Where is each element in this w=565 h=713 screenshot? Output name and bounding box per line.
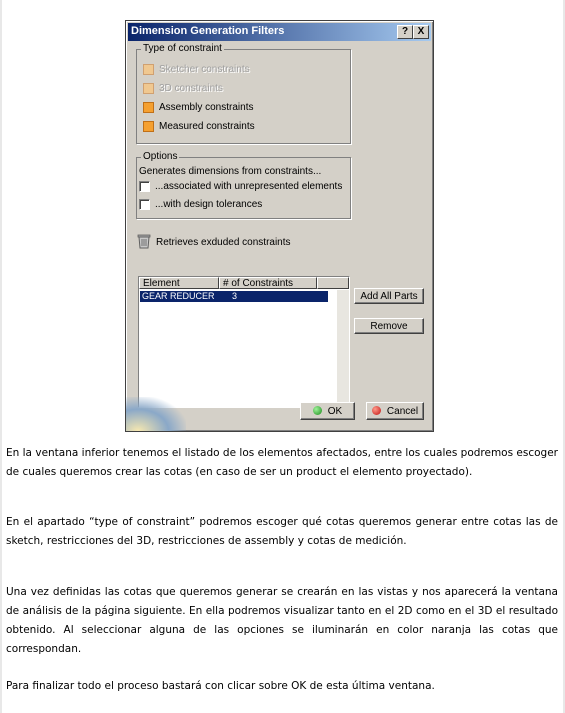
column-header-element[interactable]: Element — [139, 277, 219, 289]
table-header — [139, 277, 349, 290]
measured-constraints-option[interactable] — [143, 121, 255, 132]
unrepresented-elements-label[interactable]: ...associated with unrepresented elements — [155, 181, 343, 192]
elements-table[interactable] — [138, 276, 350, 408]
column-header-filler — [317, 277, 349, 289]
cancel-icon — [372, 406, 381, 415]
close-button[interactable]: X — [413, 25, 429, 39]
add-all-parts-button[interactable]: Add All Parts — [354, 288, 424, 304]
cancel-label: Cancel — [386, 406, 419, 417]
ok-button[interactable] — [300, 402, 355, 420]
corner-decoration — [126, 397, 186, 431]
column-header-constraints[interactable]: # of Constraints — [219, 277, 317, 289]
assembly-constraints-checkbox[interactable] — [143, 102, 154, 113]
sketcher-constraints-option — [143, 64, 250, 75]
paragraph-2: En el apartado “type of constraint” podremos escoger qué cotas queremos generar entre cotas las de sketch, restricciones del 3D, restricciones de assembly y cotas de medición. — [6, 516, 558, 547]
unrepresented-elements-checkbox[interactable] — [139, 181, 150, 192]
measured-constraints-checkbox[interactable] — [143, 121, 154, 132]
row-count-cell: 3 — [232, 291, 238, 301]
remove-button[interactable]: Remove — [354, 318, 424, 334]
ok-icon — [313, 406, 322, 415]
type-of-constraint-group — [136, 43, 351, 144]
table-row[interactable] — [140, 291, 328, 302]
cancel-button[interactable] — [366, 402, 424, 420]
sketcher-constraints-label: Sketcher constraints — [159, 64, 250, 75]
options-legend: Options — [143, 151, 178, 162]
document-page — [2, 0, 563, 713]
retrieve-excluded-label[interactable]: Retrieves exduded constraints — [156, 237, 291, 248]
paragraph-3: Una vez definidas las cotas que queremos generar se crearán en las vistas y nos aparecerá la ventana de análisis de la página siguiente. En ella podremos visualizar tanto en el 2D como en el 3D el resultado obtenido. Al seleccionar alguna de las opciones se iluminarán en color naranja las cotas que correspondan. — [6, 586, 558, 655]
dimension-generation-filters-dialog — [125, 20, 434, 432]
paragraph-1: En la ventana inferior tenemos el listado de los elementos afectados, entre los cuales podremos escoger de cuales queremos crear las cotas (en caso de ser un product el elemento proyectado). — [6, 447, 558, 478]
sketcher-constraints-checkbox — [143, 64, 154, 75]
table-scrollbar[interactable] — [337, 290, 349, 407]
3d-constraints-checkbox — [143, 83, 154, 94]
assembly-constraints-option[interactable] — [143, 102, 253, 113]
design-tolerances-option[interactable] — [139, 199, 262, 210]
dialog-titlebar — [128, 23, 431, 41]
design-tolerances-label[interactable]: ...with design tolerances — [155, 199, 263, 210]
options-group — [136, 151, 351, 219]
design-tolerances-checkbox[interactable] — [139, 199, 150, 210]
options-subtitle: Generates dimensions from constraints... — [139, 166, 322, 177]
ok-label: OK — [327, 406, 343, 417]
measured-constraints-label[interactable]: Measured constraints — [159, 121, 255, 132]
recycle-bin-icon[interactable] — [136, 233, 152, 252]
paragraph-4: Para finalizar todo el proceso bastará con clicar sobre OK de esta última ventana. — [6, 680, 435, 692]
assembly-constraints-label[interactable]: Assembly constraints — [159, 102, 254, 113]
3d-constraints-label: 3D constraints — [159, 83, 223, 94]
3d-constraints-option — [143, 83, 223, 94]
dialog-title: Dimension Generation Filters — [131, 25, 285, 37]
type-of-constraint-legend: Type of constraint — [143, 43, 222, 54]
help-button[interactable]: ? — [397, 25, 413, 39]
unrepresented-elements-option[interactable] — [139, 181, 342, 192]
retrieve-excluded-constraints[interactable] — [136, 233, 291, 252]
row-element-cell: GEAR REDUCER — [142, 291, 215, 301]
